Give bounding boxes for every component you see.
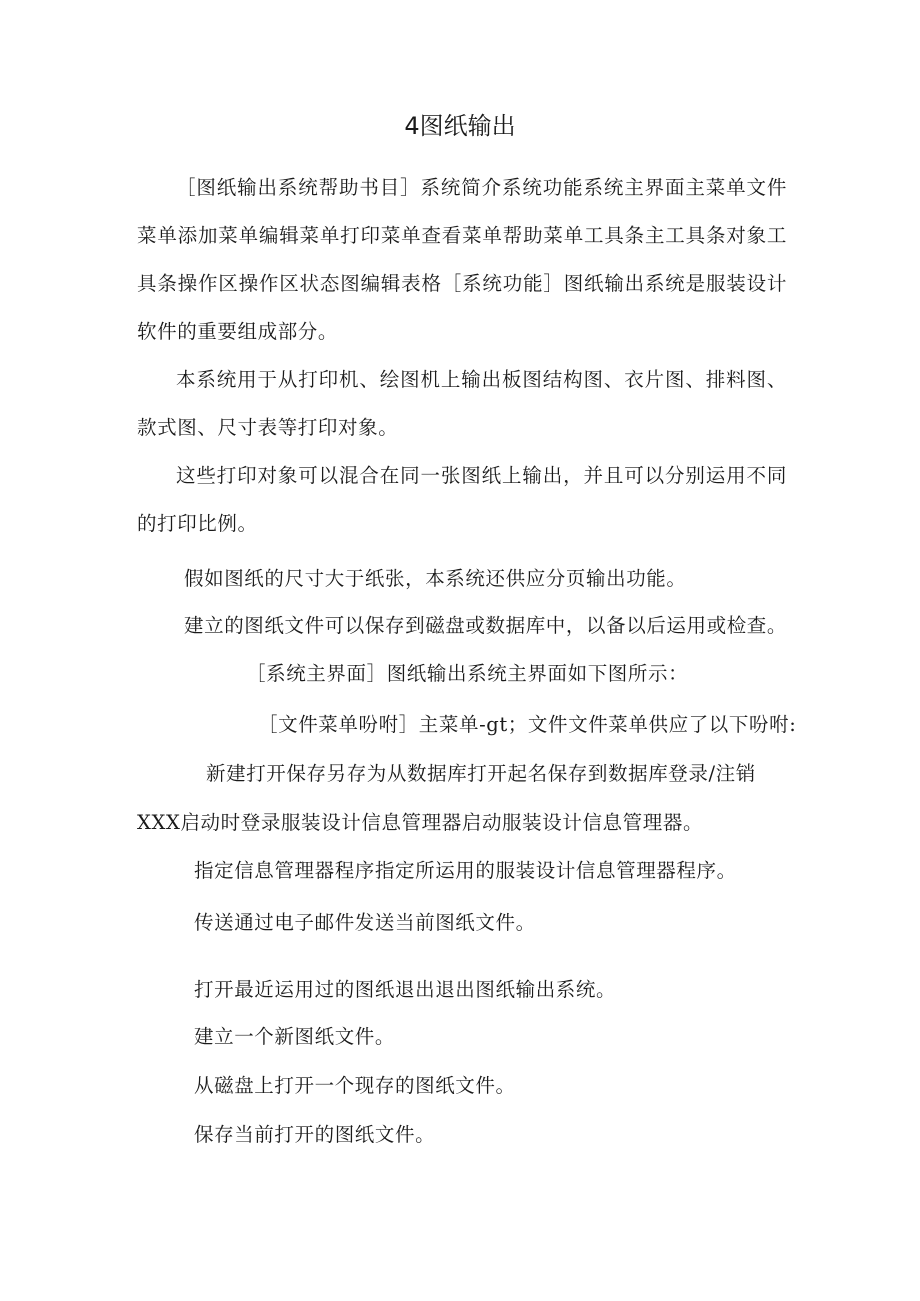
line-open-file: 从磁盘上打开一个现存的图纸文件。: [194, 1074, 516, 1097]
paragraph-help-contents: ［图纸输出系统帮助书目］系统简介系统功能系统主界面主菜单文件菜单添加菜单编辑菜单打印菜单查看菜单帮助菜单工具条主工具条对象工具条操作区操作区状态图编辑表格［系统功能］图纸输出系统是服装设计软件的重要组成部分。: [137, 176, 787, 343]
page-title: 4图纸输出: [404, 112, 516, 140]
line-file-menu: ［文件菜单吩咐］主菜单-gt；文件文件菜单供应了以下吩咐:: [258, 713, 797, 736]
line-send-email: 传送通过电子邮件发送当前图纸文件。: [194, 911, 536, 934]
line-save-storage: 建立的图纸文件可以保存到磁盘或数据库中，以备以后运用或检查。: [184, 614, 788, 637]
line-main-interface: ［系统主界面］图纸输出系统主界面如下图所示：: [246, 662, 689, 685]
line-new-file: 建立一个新图纸文件。: [194, 1025, 396, 1048]
paragraph-mixed-scale: 这些打印对象可以混合在同一张图纸上输出，并且可以分别运用不同的打印比例。: [137, 464, 787, 535]
paragraph-output-devices: 本系统用于从打印机、绘图机上输出板图结构图、衣片图、排料图、款式图、尺寸表等打印对象。: [137, 368, 787, 439]
line-save-file: 保存当前打开的图纸文件。: [194, 1123, 436, 1146]
line-specify-manager: 指定信息管理器程序指定所运用的服装设计信息管理器程序。: [194, 859, 737, 882]
line-recent-exit: 打开最近运用过的图纸退出退出图纸输出系统。: [194, 978, 617, 1001]
line-menu-commands: 新建打开保存另存为从数据库打开起名保存到数据库登录/注销: [206, 762, 756, 785]
line-login-manager: XXX启动时登录服装设计信息管理器启动服装设计信息管理器。: [137, 811, 704, 834]
line-paging: 假如图纸的尺寸大于纸张，本系统还供应分页输出功能。: [184, 567, 687, 590]
